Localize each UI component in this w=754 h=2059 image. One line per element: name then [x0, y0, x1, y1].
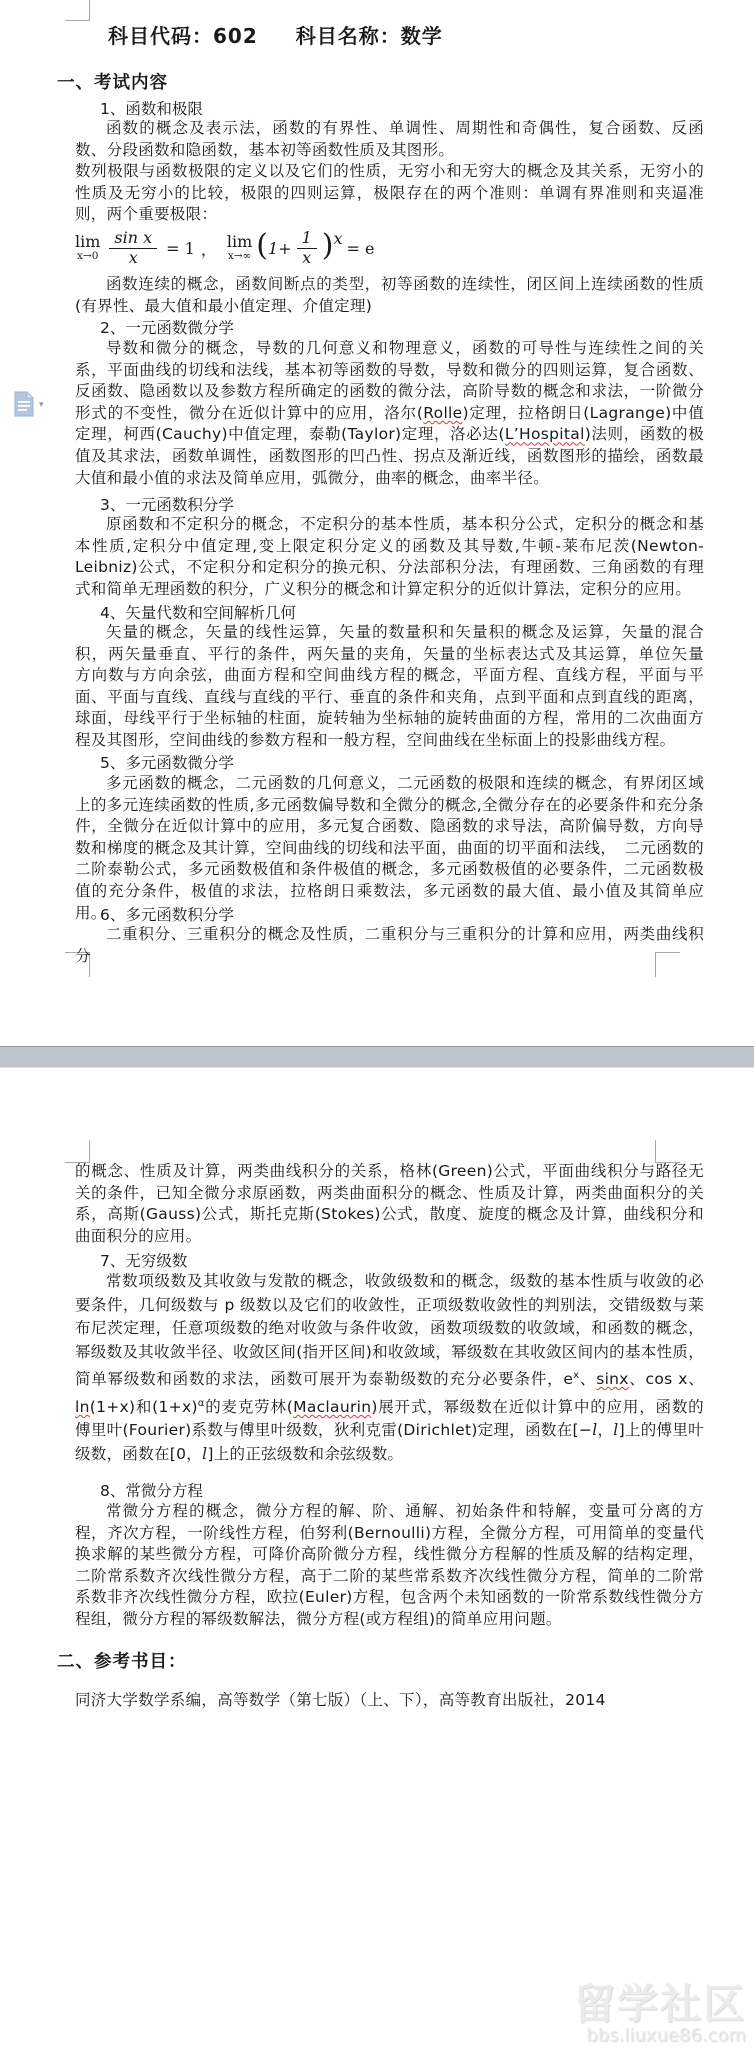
- subheading-3: 3、一元函数积分学: [100, 496, 234, 514]
- subheading-7: 7、无穷级数: [100, 1252, 188, 1270]
- paragraph-multivariable-integral-continued: 的概念、性质及计算，两类曲线积分的关系，格林(Green)公式，平面曲线积分与路径无关的条件，已知全微分求原函数，两类曲面积分的概念、性质及计算，两类曲面积分的关系，高斯(Gauss)公式，斯托克斯(Stokes)公式，散度、旋度的概念及计算，曲线积分和曲面积分的应用。: [75, 1162, 704, 1245]
- paragraph-continuity: 函数连续的概念，函数间断点的类型，初等函数的连续性，闭区间上连续函数的性质(有界性、最大值和最小值定理、介值定理): [75, 275, 704, 315]
- reference-entry: 同济大学数学系编，高等数学（第七版）（上、下），高等教育出版社，2014: [75, 1691, 606, 1709]
- subheading-8: 8、常微分方程: [100, 1482, 203, 1500]
- crop-mark-page2-top-right: [655, 1140, 680, 1163]
- spellcheck-maclaurin: Maclaurin: [293, 1397, 372, 1416]
- paragraph-ordinary-differential-equations: 常微分方程的概念，微分方程的解、阶、通解、初始条件和特解，变量可分离的方程，齐次方程，一阶线性方程，伯努利(Bernoulli)方程，全微分方程，可用简单的变量代换求解的某些微分方程，可降价高阶微分方程，线性微分方程解的性质及解的结构定理，二阶常系数齐次线性微分方程，高于二阶的某些常系数齐次线性微分方程，简单的二阶常系数非齐次线性微分方程，欧拉(Euler)方程，包含两个未知函数的一阶常系数线性微分方程组，微分方程的幂级数解法，微分方程(或方程组)的简单应用问题。: [75, 1502, 704, 1628]
- subheading-5: 5、多元函数微分学: [100, 754, 234, 772]
- paragraph-differential-calculus: 导数和微分的概念，导数的几何意义和物理意义，函数的可导性与连续性之间的关系，平面曲线的切线和法线，基本初等函数的导数，导数和微分的四则运算，复合函数、反函数、隐函数以及参数方程所确定的函数的微分法，高阶导数的概念和求法，一阶微分形式的不变性，微分在近似计算中的应用，洛尔(Rolle)定理，拉格朗日(Lagrange)中值定理，柯西(Cauchy)中值定理，泰勒(Taylor)定理，洛必达(L’Hospital)法则，函数的极值及其求法，函数单调性，函数图形的凹凸性、拐点及渐近线，函数图形的描绘，函数最大值和最小值的求法及简单应用，弧微分，曲率的概念，曲率半径。: [75, 339, 705, 487]
- spellcheck-sinx: sinx: [596, 1370, 629, 1389]
- paragraph-integral-calculus: 原函数和不定积分的概念，不定积分的基本性质，基本积分公式，定积分的概念和基本性质,定积分中值定理,变上限定积分定义的函数及其导数,牛顿-莱布尼茨(Newton-Leibniz)公式，不定积分和定积分的换元积、分法部积分法，有理函数、三角函数的有理式和简单无理函数的积分，广义积分的概念和计算定积分的近似计算法，定积分的应用。: [75, 515, 704, 598]
- subheading-4: 4、矢量代数和空间解析几何: [100, 604, 296, 622]
- subheading-2: 2、一元函数微分学: [100, 319, 234, 337]
- subject-name: 科目名称：数学: [295, 24, 443, 48]
- paragraph-multivariable-differential: 多元函数的概念，二元函数的几何意义，二元函数的极限和连续的概念，有界闭区域上的多元连续函数的性质,多元函数偏导数和全微分的概念,全微分存在的必要条件和充分条件，全微分在近似计算中的应用，多元复合函数、隐函数的求导法，高阶偏导数，方向导数和梯度的概念及其计算，空间曲线的切线和法平面，曲面的切平面和法线， 二元函数的二阶泰勒公式，多元函数极值和条件极值的概念，多元函数极值的必要条件，二元函数极值的充分条件，极值的求法，拉格朗日乘数法，多元函数的最大值、最小值及其简单应用。: [75, 774, 704, 922]
- paragraph-vector-algebra: 矢量的概念，矢量的线性运算，矢量的数量积和矢量积的概念及运算，矢量的混合积，两矢量垂直、平行的条件，两矢量的夹角，矢量的坐标表达式及其运算，单位矢量 方向数与方向余弦，曲面方程和空间曲线方程的概念，平面方程、直线方程，平面与平面、平面与直线、直线与直线的平行、垂直的条件和夹角，点到平面和点到直线的距离，球面，母线平行于坐标轴的柱面，旋转轴为坐标轴的旋转曲面的方程，常用的二次曲面方程及其图形，空间曲线的参数方程和一般方程，空间曲线在坐标面上的投影曲线方程。: [75, 623, 720, 749]
- document-title: [108, 20, 443, 49]
- paste-options-dropdown-arrow: ▾: [39, 399, 44, 409]
- subheading-1: 1、函数和极限: [100, 100, 203, 118]
- spellcheck-rolle: Rolle: [423, 403, 463, 422]
- crop-mark-page1-top-left: [65, 0, 90, 21]
- watermark-site-url: bbs.liuxue86.com: [586, 2025, 746, 2046]
- page-separator: [0, 1046, 754, 1068]
- limits-formula: lim x→0 $\frac{\text{sin x}}{x}$ = 1 ， lim x→∞ ( 1+ $\frac{1}{x}$ ) x = e: [75, 228, 375, 267]
- watermark-site-name: 留学社区: [574, 1980, 746, 2028]
- paragraph-multivariable-integral-start: 二重积分、三重积分的概念及性质，二重积分与三重积分的计算和应用，两类曲线积分: [75, 925, 704, 965]
- fraction-one-over-x: $\frac{1}{x}$: [297, 229, 317, 267]
- subheading-6: 6、多元函数积分学: [100, 906, 234, 924]
- paragraph-functions: 函数的概念及表示法，函数的有界性、单调性、周期性和奇偶性，复合函数、反函数、分段函数和隐函数，基本初等函数性质及其图形。: [75, 119, 704, 159]
- spellcheck-lhospital: L’Hospital: [504, 425, 585, 444]
- lim-1: lim x→0: [75, 232, 101, 262]
- watermark: [574, 1980, 746, 2046]
- paragraph-infinite-series: 常数项级数及其收敛与发散的概念，收敛级数和的概念，级数的基本性质与收敛的必要条件，几何级数与 p 级数以及它们的收敛性，正项级数收敛性的判别法，交错级数与莱布尼茨定理，任意项级数的绝对收敛与条件收敛，函数项级数的收敛域，和函数的概念，幂级数及其收敛半径、收敛区间(指开区间)和收敛域，幂级数在其收敛区间内的基本性质，简单幂级数和函数的求法，函数可展开为泰勒级数的充分必要条件，$e^x$、sinx、cos x、ln(1+x)和$(1+x)^\alpha$的麦克劳林(Maclaurin)展开式，幂级数在近似计算中的应用，函数的傅里叶(Fourier)系数与傅里叶级数，狄利克雷(Dirichlet)定理，函数在[−l，l]上的傅里叶级数，函数在[0，l]上的正弦级数和余弦级数。: [75, 1272, 704, 1463]
- section-heading-references: 二、参考书目：: [57, 1652, 187, 1672]
- lim-2: lim x→∞: [226, 232, 253, 262]
- paste-options-icon: [13, 391, 35, 418]
- fraction-sinx-over-x: $\frac{\text{sin x}}{x}$: [109, 229, 157, 267]
- spellcheck-ln: ln: [75, 1397, 90, 1416]
- section-heading-exam-content: 一、考试内容: [57, 73, 168, 93]
- paragraph-limits: 数列极限与函数极限的定义以及它们的性质，无穷小和无穷大的概念及其关系，无穷小的性质及无穷小的比较，极限的四则运算，极限存在的两个准则：单调有界准则和夹逼准则，两个重要极限：: [75, 162, 704, 224]
- subject-code: 科目代码：602: [108, 24, 258, 48]
- crop-mark-page2-top-left: [65, 1140, 90, 1163]
- paste-options-button[interactable]: [13, 390, 53, 419]
